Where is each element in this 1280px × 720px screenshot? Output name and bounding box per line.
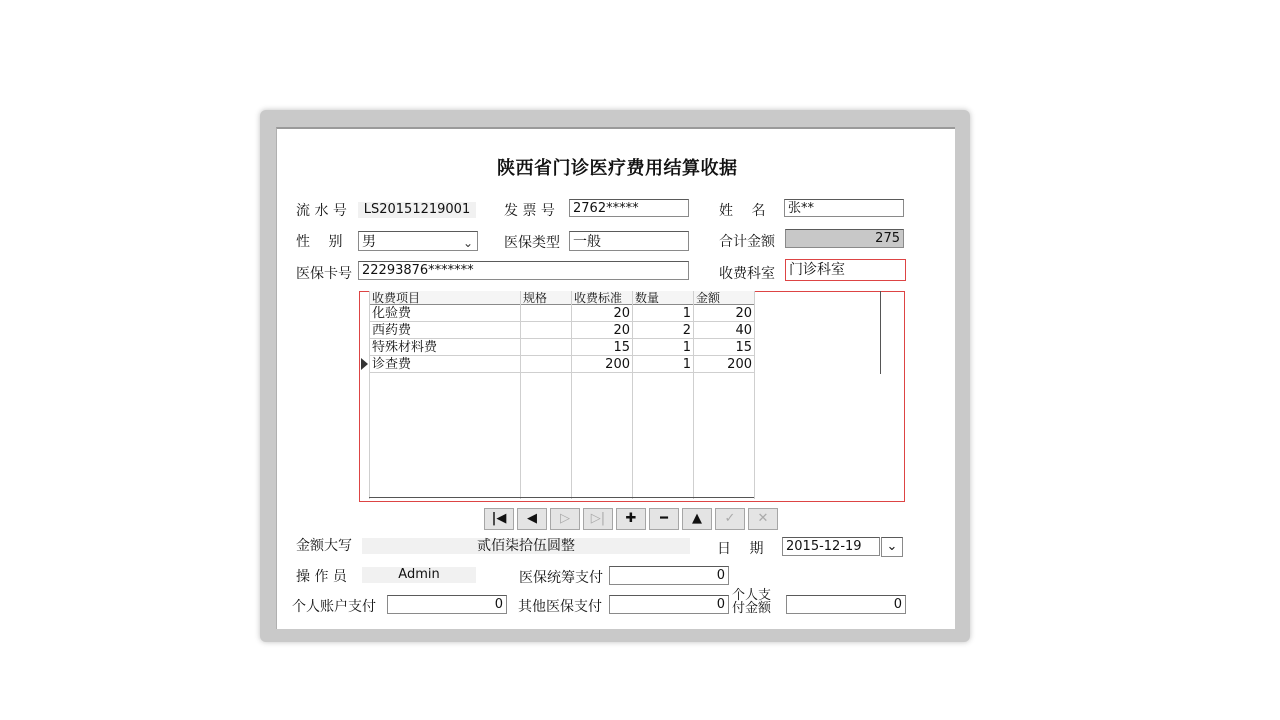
gender-label: 性 别 — [296, 234, 343, 250]
grid-line — [754, 291, 755, 499]
cell-spec[interactable] — [521, 356, 571, 373]
cell-price[interactable]: 20 — [572, 322, 632, 339]
cell-amount[interactable]: 15 — [694, 339, 754, 356]
col-header-amount[interactable]: 金额 — [694, 291, 754, 305]
amount-words-label: 金额大写 — [296, 538, 352, 554]
self-pay-label — [732, 589, 771, 615]
pool-pay-label: 医保统筹支付 — [519, 570, 603, 586]
form-title: 陕西省门诊医疗费用结算收据 — [497, 158, 738, 179]
cell-price[interactable]: 15 — [572, 339, 632, 356]
cell-spec[interactable] — [521, 305, 571, 322]
invoice-label: 发 票 号 — [504, 203, 555, 219]
nav-post-button[interactable]: ✓ — [715, 508, 745, 530]
operator-value: Admin — [362, 567, 476, 583]
nav-delete-button[interactable]: ━ — [649, 508, 679, 530]
serial-label: 流 水 号 — [296, 203, 347, 219]
nav-cancel-button[interactable]: ✕ — [748, 508, 778, 530]
col-header-item[interactable]: 收费项目 — [370, 291, 520, 305]
serial-value: LS20151219001 — [358, 202, 476, 218]
cell-spec[interactable] — [521, 339, 571, 356]
nav-first-button[interactable]: |◀ — [484, 508, 514, 530]
chevron-down-icon: ⌄ — [886, 539, 898, 554]
cell-item[interactable]: 化验费 — [370, 305, 520, 322]
nav-last-button[interactable]: ▷| — [583, 508, 613, 530]
grid-scrollbar-edge — [880, 291, 881, 374]
cell-qty[interactable]: 1 — [633, 339, 693, 356]
cell-price[interactable]: 20 — [572, 305, 632, 322]
cell-item[interactable]: 西药费 — [370, 322, 520, 339]
cell-amount[interactable]: 40 — [694, 322, 754, 339]
nav-insert-button[interactable]: ✚ — [616, 508, 646, 530]
total-field: 275 — [785, 229, 904, 248]
cell-amount[interactable]: 200 — [694, 356, 754, 373]
cell-spec[interactable] — [521, 322, 571, 339]
dept-label: 收费科室 — [719, 266, 775, 282]
cell-qty[interactable]: 1 — [633, 356, 693, 373]
personal-account-field[interactable]: 0 — [387, 595, 507, 614]
date-label: 日 期 — [717, 541, 764, 557]
personal-account-label: 个人账户支付 — [292, 599, 376, 615]
self-pay-label-line-1: 个人支 — [732, 588, 772, 603]
other-pay-label: 其他医保支付 — [518, 599, 602, 615]
operator-label: 操 作 员 — [296, 569, 347, 585]
cell-qty[interactable]: 2 — [633, 322, 693, 339]
cell-qty[interactable]: 1 — [633, 305, 693, 322]
total-label: 合计金额 — [719, 234, 775, 250]
self-pay-field[interactable]: 0 — [786, 595, 906, 614]
amount-words-value: 贰佰柒拾伍圆整 — [362, 538, 690, 554]
date-field[interactable]: 2015-12-19 — [782, 537, 880, 556]
card-field[interactable]: 22293876******* — [358, 261, 689, 280]
cell-price[interactable]: 200 — [572, 356, 632, 373]
date-dropdown-button[interactable] — [881, 537, 903, 557]
insurance-type-field[interactable]: 一般 — [569, 231, 689, 251]
invoice-field[interactable]: 2762***** — [569, 199, 689, 217]
current-row-indicator-icon — [361, 358, 368, 370]
nav-next-button[interactable]: ▷ — [550, 508, 580, 530]
chevron-down-icon[interactable]: ⌄ — [462, 236, 473, 250]
name-label: 姓 名 — [719, 203, 766, 219]
nav-edit-button[interactable]: ▲ — [682, 508, 712, 530]
card-label: 医保卡号 — [296, 266, 352, 282]
cell-item[interactable]: 诊查费 — [370, 356, 520, 373]
col-header-qty[interactable]: 数量 — [633, 291, 693, 305]
dept-field[interactable]: 门诊科室 — [785, 259, 906, 281]
grid-bottom-line — [369, 497, 754, 498]
cell-amount[interactable]: 20 — [694, 305, 754, 322]
cell-item[interactable]: 特殊材料费 — [370, 339, 520, 356]
pool-pay-field[interactable]: 0 — [609, 566, 729, 585]
self-pay-label-line-2: 付金额 — [732, 601, 772, 616]
gender-select[interactable] — [358, 231, 478, 251]
name-field[interactable]: 张** — [784, 199, 904, 217]
insurance-type-label: 医保类型 — [504, 235, 560, 251]
nav-prior-button[interactable]: ◀ — [517, 508, 547, 530]
col-header-spec[interactable]: 规格 — [521, 291, 571, 305]
other-pay-field[interactable]: 0 — [609, 595, 729, 614]
gender-value: 男 — [362, 234, 376, 250]
col-header-price[interactable]: 收费标准 — [572, 291, 632, 305]
